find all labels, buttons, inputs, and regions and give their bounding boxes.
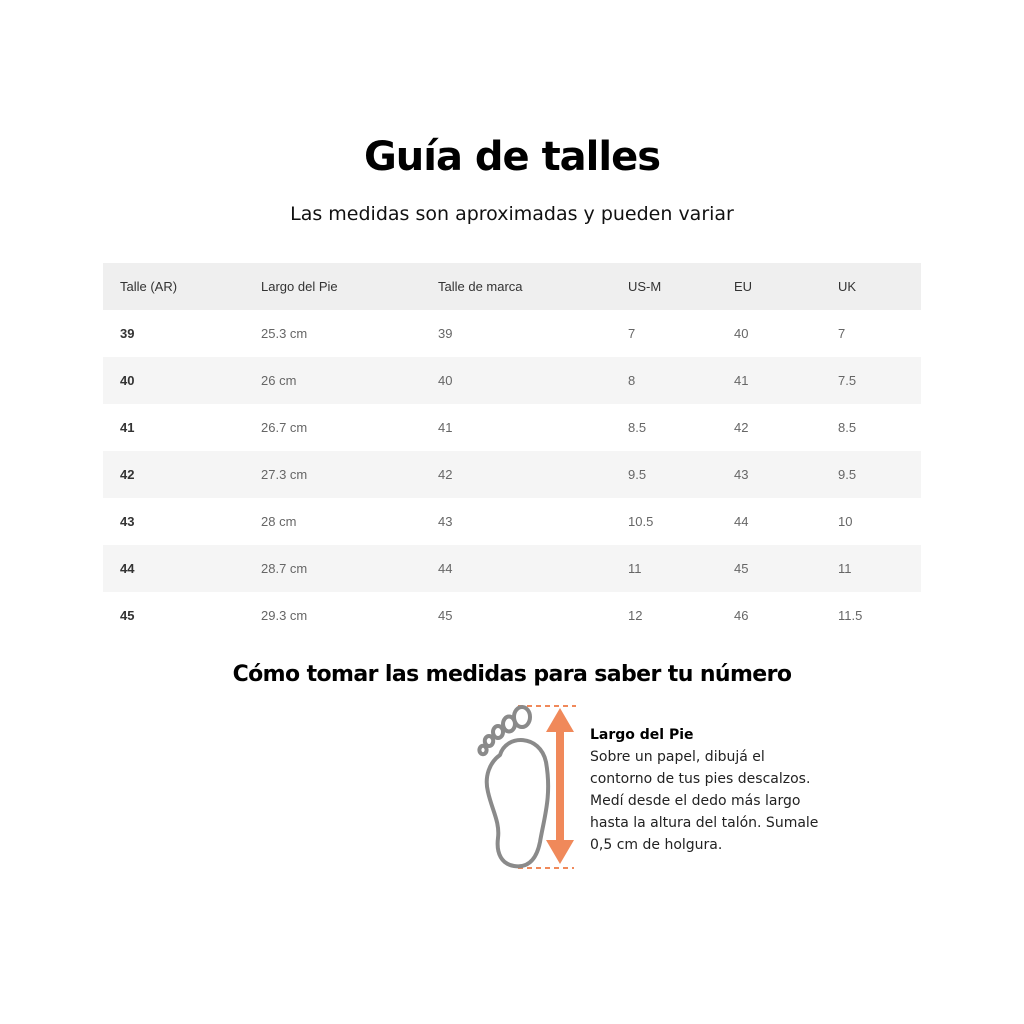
cell-uk: 8.5	[838, 420, 857, 435]
cell-largo-del-pie: 29.3 cm	[261, 608, 308, 623]
cell-talle-ar: 43	[120, 514, 135, 529]
page-subtitle: Las medidas son aproximadas y pueden variar	[290, 203, 734, 225]
column-header-talle-ar: Talle (AR)	[103, 263, 244, 310]
table-row	[103, 404, 921, 451]
cell-us-m: 11	[611, 545, 717, 592]
length-arrow-icon	[546, 708, 574, 864]
cell-us-m: 9.5	[611, 451, 717, 498]
cell-eu: 46	[734, 608, 749, 623]
cell-talle-ar: 44	[103, 545, 244, 592]
cell-talle-ar: 45	[120, 608, 135, 623]
cell-eu: 45	[717, 545, 821, 592]
cell-us-m: 8	[611, 357, 717, 404]
cell-eu: 42	[734, 420, 749, 435]
cell-talle-de-marca: 45	[438, 608, 453, 623]
cell-uk: 9.5	[821, 451, 921, 498]
cell-uk: 11.5	[838, 608, 863, 623]
column-header-us-m: US-M	[611, 263, 717, 310]
table-row	[103, 451, 921, 498]
cell-talle-ar: 42	[103, 451, 244, 498]
cell-eu: 43	[717, 451, 821, 498]
foot-outline-icon	[470, 700, 580, 875]
cell-us-m: 12	[628, 608, 643, 623]
cell-talle-de-marca: 42	[421, 451, 611, 498]
cell-eu: 40	[734, 326, 749, 341]
cell-talle-de-marca: 40	[421, 357, 611, 404]
page-title: Guía de talles	[363, 134, 661, 180]
cell-largo-del-pie: 27.3 cm	[244, 451, 421, 498]
cell-uk: 11	[821, 545, 921, 592]
measure-label: Largo del Pie	[590, 727, 694, 743]
measure-explanation	[590, 724, 830, 856]
cell-talle-de-marca: 39	[438, 326, 453, 341]
column-header-largo-del-pie: Largo del Pie	[244, 263, 421, 310]
column-header-uk: UK	[821, 263, 921, 310]
cell-us-m: 8.5	[628, 420, 647, 435]
cell-eu: 41	[717, 357, 821, 404]
table-row	[103, 545, 921, 592]
cell-uk: 7	[838, 326, 846, 341]
cell-talle-ar: 39	[120, 326, 135, 341]
cell-eu: 44	[734, 514, 749, 529]
foot-outline	[479, 707, 548, 866]
cell-talle-ar: 40	[103, 357, 244, 404]
cell-largo-del-pie: 28.7 cm	[244, 545, 421, 592]
cell-talle-de-marca: 41	[438, 420, 453, 435]
cell-talle-de-marca: 43	[438, 514, 453, 529]
cell-us-m: 10.5	[628, 514, 654, 529]
cell-uk: 10	[838, 514, 853, 529]
section-title: Cómo tomar las medidas para saber tu número	[232, 662, 792, 687]
cell-us-m: 7	[628, 326, 636, 341]
table-header-row	[103, 263, 921, 310]
measure-description: Sobre un papel, dibujá el contorno de tus pies descalzos. Medí desde el dedo más largo hasta la altura del talón. Sumale 0,5 cm de holgura.	[590, 749, 819, 853]
cell-largo-del-pie: 26 cm	[244, 357, 421, 404]
column-header-talle-de-marca: Talle de marca	[421, 263, 611, 310]
cell-talle-de-marca: 44	[421, 545, 611, 592]
cell-uk: 7.5	[821, 357, 921, 404]
table-row	[103, 357, 921, 404]
cell-talle-ar: 41	[120, 420, 135, 435]
size-table	[103, 263, 921, 639]
column-header-eu: EU	[717, 263, 821, 310]
cell-largo-del-pie: 28 cm	[261, 514, 297, 529]
table-row	[103, 498, 921, 545]
table-row	[103, 592, 921, 639]
cell-largo-del-pie: 25.3 cm	[261, 326, 308, 341]
cell-largo-del-pie: 26.7 cm	[261, 420, 308, 435]
table-row	[103, 310, 921, 357]
